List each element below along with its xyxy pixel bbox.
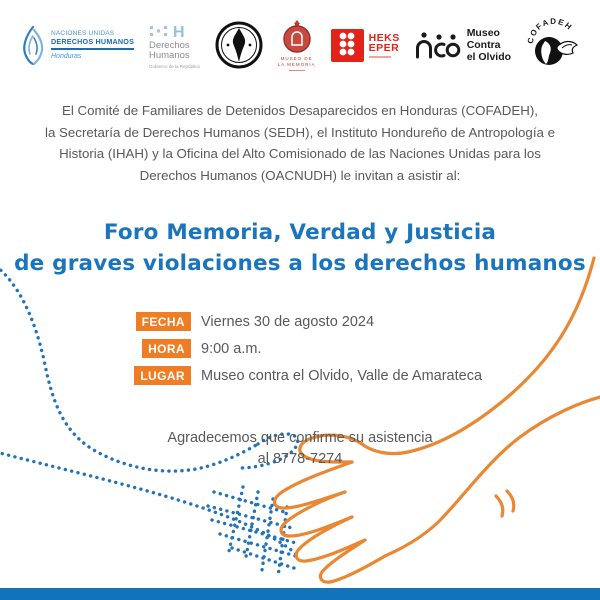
hora-badge: HORA — [142, 339, 191, 358]
un-line2: DERECHOS HUMANOS — [51, 37, 135, 46]
museo-memoria-caption2: LA MEMORIA — [277, 61, 316, 67]
heks-line1: HEKS — [368, 31, 400, 44]
hora-value: 9:00 a.m. — [201, 340, 262, 357]
detail-row-fecha — [127, 312, 482, 331]
orange-line-hand — [275, 258, 600, 582]
heks-icon — [331, 29, 364, 62]
sedh-letter: H — [173, 23, 185, 40]
fecha-value: Viernes 30 de agosto 2024 — [201, 313, 375, 330]
heks-line2: EPER — [368, 41, 400, 54]
cofadeh-emblem — [526, 18, 582, 72]
sedh-mark — [149, 22, 193, 40]
sedh-caption: Gobierno de la República — [149, 63, 200, 69]
logo-museo-contra-olvido — [415, 27, 511, 63]
heks-tagline — [369, 56, 391, 58]
detail-row-lugar — [127, 366, 482, 385]
un-human-rights-emblem — [20, 24, 46, 66]
ihah-seal-icon — [215, 21, 263, 69]
logo-sedh — [149, 22, 200, 69]
intro-line-1: El Comité de Familiares de Detenidos Desaparecidos en Honduras (COFADEH), — [62, 103, 538, 118]
sedh-line2: Humanos — [149, 50, 190, 61]
lugar-badge: LUGAR — [134, 366, 191, 385]
intro-line-2: la Secretaría de Derechos Humanos (SEDH), el Instituto Hondureño de Antropología e — [45, 124, 555, 140]
mco-line3: el Olvido — [466, 51, 512, 63]
rsvp-line2: al 8778-7274 — [257, 451, 343, 467]
footer-bar — [0, 588, 600, 600]
intro-paragraph — [0, 100, 600, 186]
logo-oacnudh — [20, 24, 134, 66]
mco-line1: Museo — [466, 27, 500, 39]
logo-heks-eper — [331, 29, 400, 62]
intro-line-4: Derechos Humanos (OACNUDH) le invitan a asistir al: — [139, 167, 461, 183]
event-title-line1: Foro Memoria, Verdad y Justicia — [103, 220, 497, 245]
event-details — [127, 312, 482, 393]
mco-line2: Contra — [466, 39, 501, 51]
rsvp-note — [0, 428, 600, 470]
mco-figures-icon — [415, 31, 461, 59]
logo-ihah-seal — [215, 21, 263, 69]
event-title-line2: de graves violaciones a los derechos humanos — [14, 251, 586, 276]
museo-memoria-caption1: MUSEO DE — [280, 55, 313, 61]
fecha-badge: FECHA — [136, 312, 191, 331]
museo-memoria-rule — [289, 70, 305, 71]
sedh-line1: Derechos — [149, 39, 190, 51]
rsvp-line1: Agradecemos que confirme su asistencia — [167, 430, 433, 446]
cofadeh-arc-text: COFADEH — [525, 18, 575, 45]
intro-line-3: Historia (IHAH) y la Oficina del Alto Comisionado de las Naciones Unidas para los — [59, 146, 541, 161]
museo-memoria-emblem — [282, 20, 312, 54]
detail-row-hora — [127, 339, 482, 358]
un-line1: NACIONES UNIDAS — [51, 30, 115, 37]
event-title — [0, 217, 600, 279]
logo-strip — [20, 10, 582, 80]
un-divider — [51, 48, 134, 50]
un-country: Honduras — [51, 53, 82, 60]
lugar-value: Museo contra el Olvido, Valle de Amarateca — [201, 367, 483, 384]
logo-cofadeh — [526, 18, 582, 72]
logo-museo-memoria — [278, 20, 316, 71]
